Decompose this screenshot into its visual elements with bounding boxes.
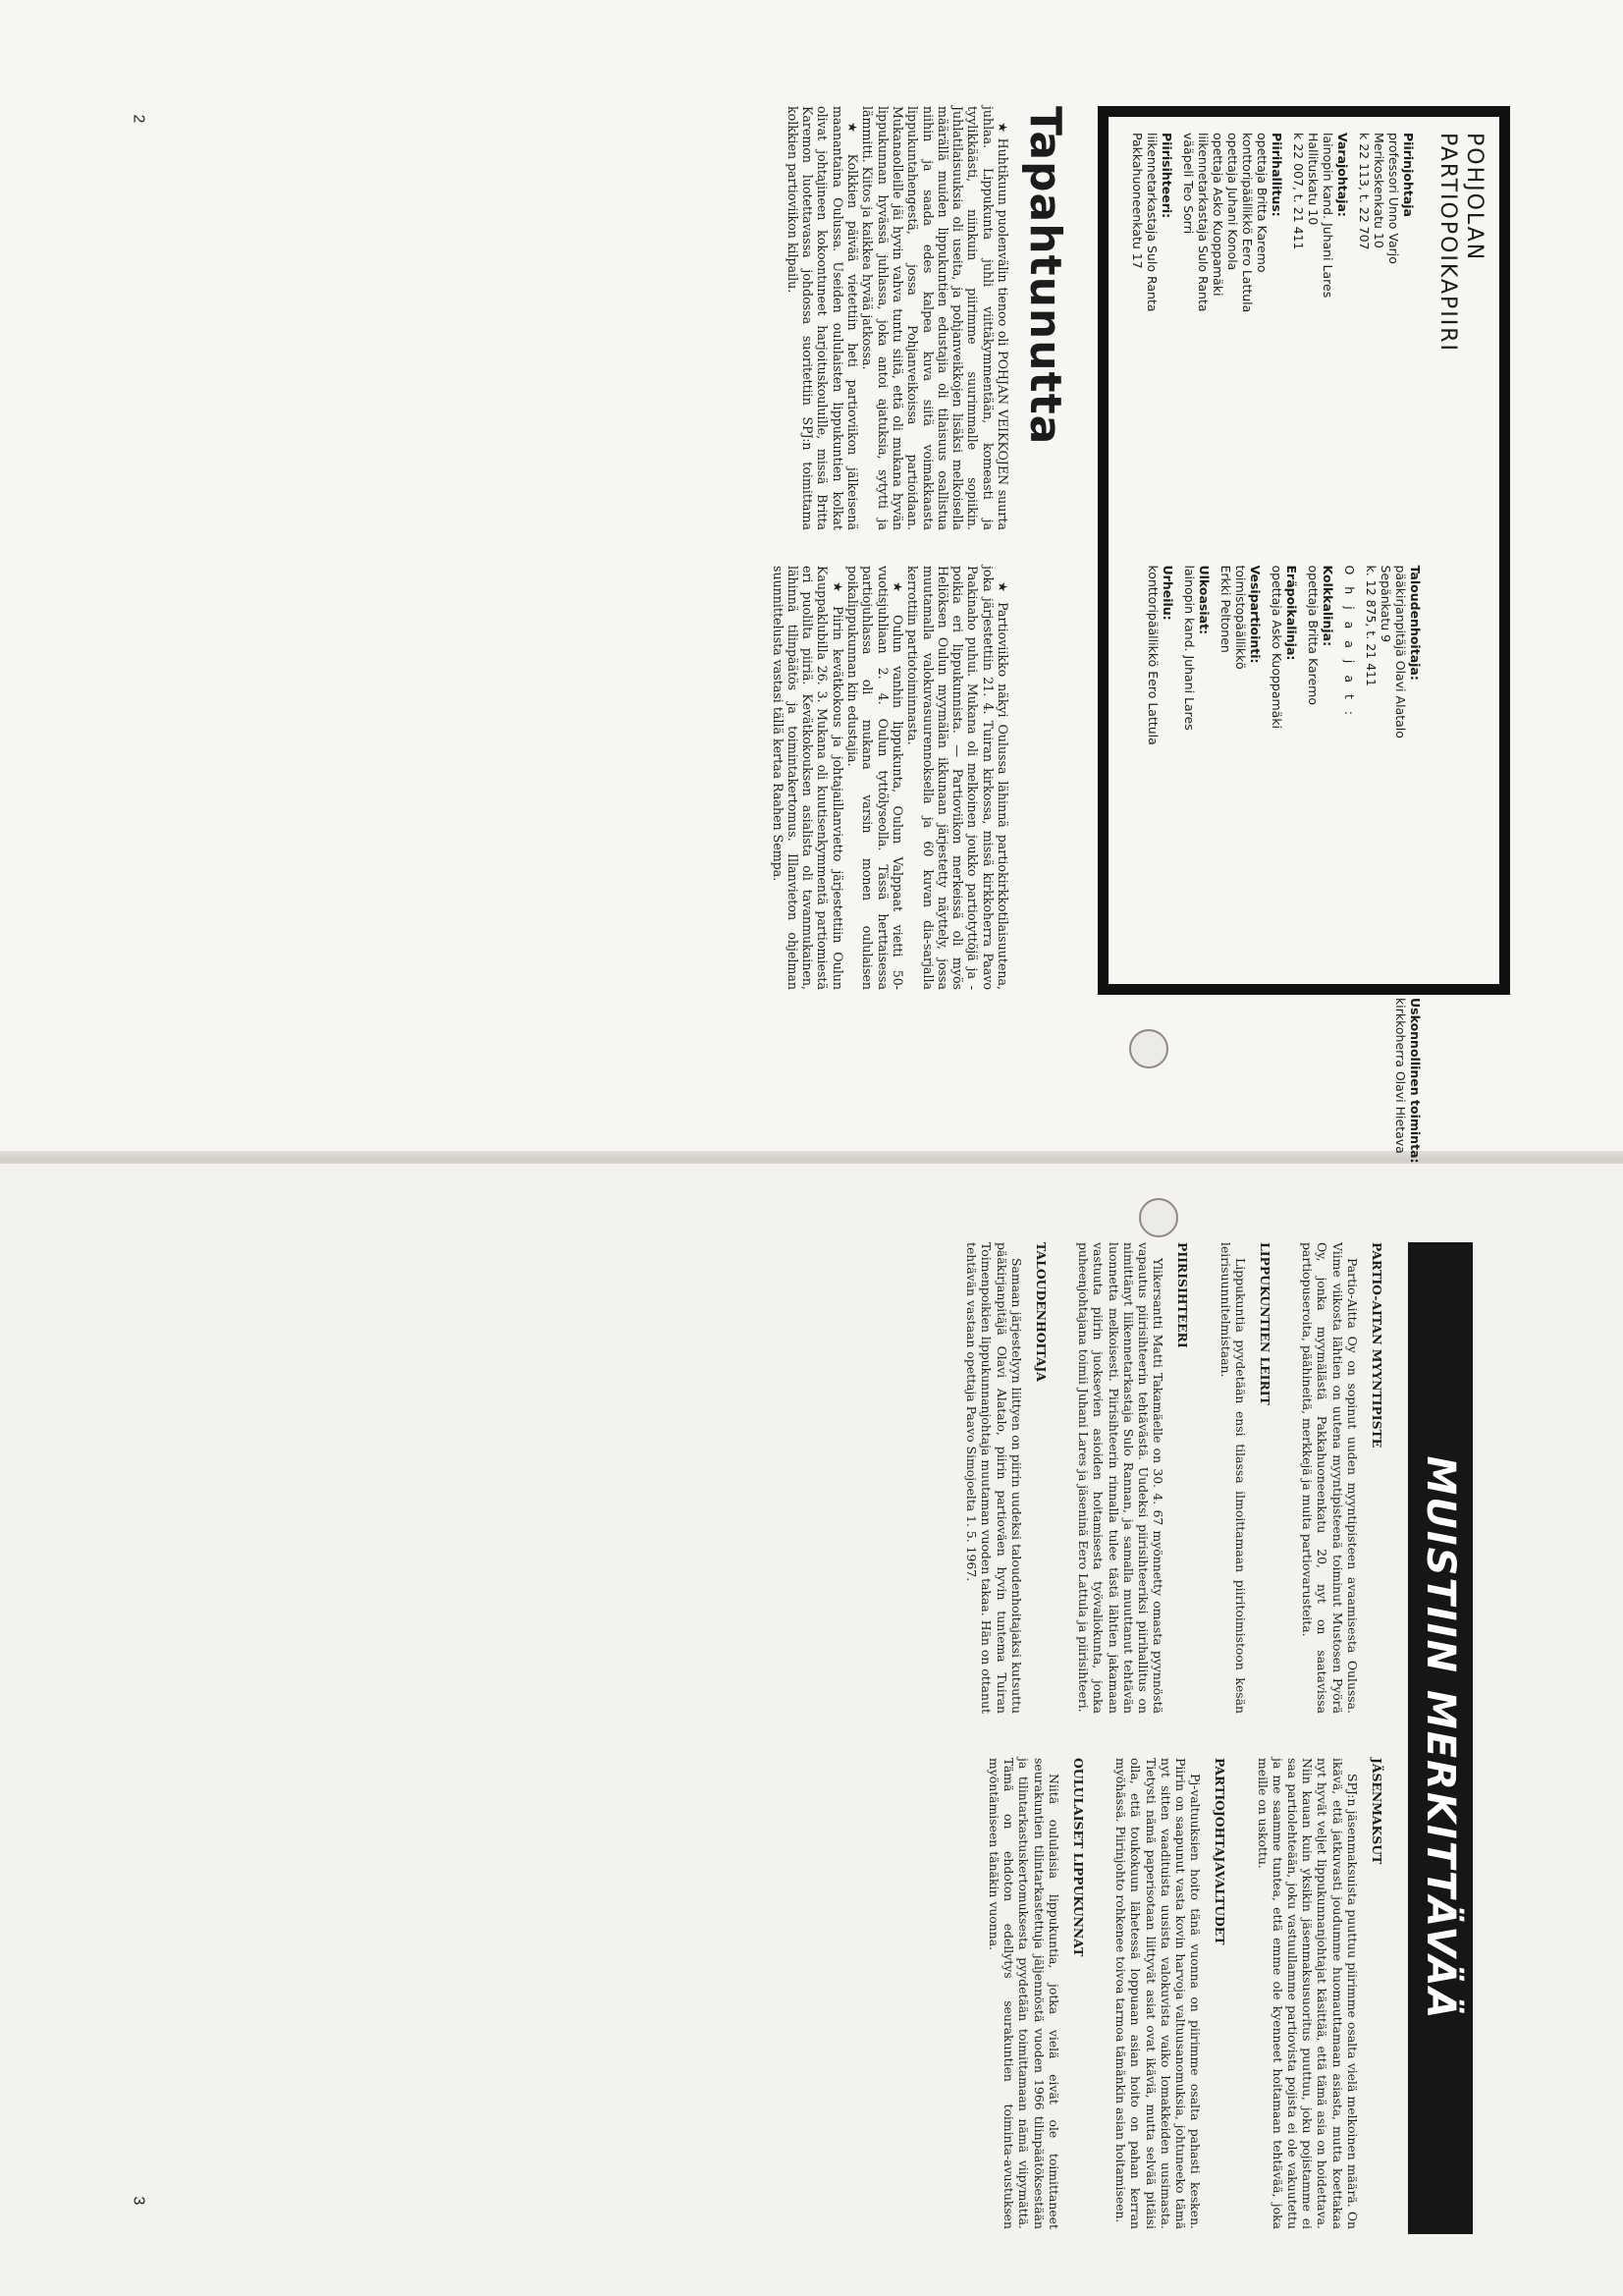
events-paragraph: ★ Huhtikuun puolenvälin tienoo oli POHJAN VEIKKOJEN suurta juhlaa. Lippukunta juhli viittäkymmentään, komeasti ja tyylikkäästi, niinkuin piirimme suurimmalle sopiikin. Juhlatilaisuuksia oli useita, ja pohjanveikkojen lisäksi melkoisella määrällä muiden lippukuntien edustajia oli tilaisuus osallistua niihin ja saada edes kalpea kuva siitä voimakkaasta lippukuntahengestä, jossa Pohjanveikoissa partioidaan. Mukanaolleille jäi hyvin vahva tuntu siitä, että oli mukana hyvän lippukunnan hyvässä juhlassa, joka antoi ajatuksia, sytytti ja lämmitti. Kiitos ja kaikkea hyvää jatkossa. <box>860 106 1010 530</box>
events-title: Tapahtunutta <box>1020 106 1070 446</box>
notes-section-text: Lippukuntia pyydetään ensi tilassa ilmoittamaan piiritoimistoon kesän leirisuunnitelmistaan. <box>1217 1242 1248 1714</box>
district-role: Eräpoikalinja: <box>1284 565 1299 661</box>
notes-section-text: Pj-valtuuksien hoito tänä vuonna on piirimme osalta pahasti kesken. Piirin on saapunut vasta kovin harvoja valtuusanomuksia, johtuneeko tämä nyt sitten vaadituista uusista valokuvista vaiko lomakkeiden uusimasta. Tietysti nämä paperisotaan liittyvät asiat ovat ikäviä, mutta selvää pitäisi olla, että toukokuun lähetessä loppuaan asian hoito on pahan kerran myöhässä. Piirinjohto rohkenee toivoa tarmoa tämänkin asian hoitamiseen. <box>1113 1758 1204 2229</box>
district-role: Piirinjohtaja <box>1401 133 1416 217</box>
district-role: Ulkoasiat: <box>1197 565 1212 635</box>
notes-section-text: SPJ:n jäsenmaksuista puuttuu piirimme osalta vielä melkoinen määrä. On ikävä, että jatkuvasti joudumme huomauttamaan asiasta, mutta koettakaa nyt hyvät veljet lippukunnanjohtajat käsittää, että tämä asia on hoidettava. Niin kauan kuin yksikin jäsenmaksusuoritus puuttuu, joku pojistamme ei saa partiolehteään, joku vastuullamme partiovista pojista ei ole vakuutettu ja me saamme tuntea, että emme ole kyenneet hoitamaan tehtävää, joka meille on uskottu. <box>1255 1758 1360 2229</box>
events-paragraph: ★ Oulun vanhin lippukunta, Oulun Valppaat vietti 50-vuotisjuhliaan 2. 4. Oulun tyttölyseolla. Tässä herttaisessa partiojuhlassa oli mukana varsin monen oululaisen poikalippukunnan kin edustajia. <box>845 566 905 990</box>
district-box-content <box>1114 133 1489 1164</box>
district-role: O h j a a j a t : <box>1342 565 1357 720</box>
page-number-left: 2 <box>130 114 147 124</box>
district-box <box>1098 106 1510 1164</box>
district-title-line1: POHJOLAN <box>1462 133 1487 262</box>
district-role: Piirihallitus: <box>1270 133 1284 217</box>
district-person-line: pääkirjanpitäjä Olavi Alatalo <box>1393 565 1408 738</box>
notes-section-text: Samaan järjestelyyn liittyen on piirin uudeksi taloudenhoitajaksi kutsuttu pääkirjanpitäjä Olavi Alatalo, piirin partioväen hyvin tuntema Tuiran Toimenpoikien lippukunnanjohtaja muutaman vuoden takaa. Hän on ottanut tehtävän vastaan opettaja Paavo Simojoelta 1. 5. 1967. <box>964 1242 1024 1714</box>
district-frame <box>1098 106 1510 1164</box>
district-person-line: konttoripäällikkö Eero Lattula <box>1240 133 1255 313</box>
punch-hole <box>1139 1198 1178 1237</box>
events-text <box>460 106 1010 990</box>
district-person-line: liikennetarkastaja Sulo Ranta <box>1196 133 1211 312</box>
district-person-line: Sepänkatu 9 <box>1379 565 1393 643</box>
district-person-line: lainopin kand. Juhani Lares <box>1182 565 1197 731</box>
district-person-line: Merikoskenkatu 10 <box>1372 133 1386 248</box>
notes-section-title: LIPPUKUNTIEN LEIRIT <box>1257 1242 1272 1405</box>
district-person-line: professori Unno Varjo <box>1386 133 1401 264</box>
district-person-line: Erkki Peltonen <box>1218 565 1233 653</box>
notes-section-text: Ylikersantti Matti Takamäelle on 30. 4. 67 myönnetty omasta pyynnöstä vapautus piirisihteerin tehtävästä. Uudeksi piirisihteeriksi piirihallitus on nimittänyt liikennetarkastaja Sulo Rannan, ja samalla muuttanut tehtävän luonnetta melkoisesti. Piirisihteerin rinnalla tulee tästä lähtien jakamaan vastuuta piirin juoksevien asioiden hoitamisesta työvaliokunta, jonka puheenjohtajana toimii Juhani Lares ja jäseninä Eero Lattula ja piirisihteeri. <box>1076 1242 1166 1714</box>
district-person-line: k 22 007, t. 21 411 <box>1291 133 1306 250</box>
notes-frame <box>628 1242 1473 2244</box>
district-person-line: opettaja Britta Karemo <box>1255 133 1270 273</box>
notes-section-text: Partio-Aitta Oy on sopinut uuden myyntipisteen avaamisesta Oulussa. Viime viikosta lähtien on uutena myyntipisteenä toiminut Mustosen Pyörä Oy, jonka myymälästä Pakkahuoneenkatu 20, nyt on saatavissa partiopuseroita, päähineitä, merkkejä ja muita partiovarusteita. <box>1300 1242 1360 1714</box>
district-role: Kolkkalinja: <box>1321 565 1335 647</box>
district-person-line: lainopin kand. Juhani Lares <box>1321 133 1335 299</box>
notes-section-title: JÄSENMAKSUT <box>1370 1758 1384 1865</box>
events-paragraph: ★ Kolkkien päivää vietettiin heti partioviikon jälkeisenä maanantaina Oulussa. Useiden oululaisten lippukuntien kolkat olivat johtajineen kokoontuneet harjoituskouluille, missä Britta Karemon luotettavassa johdossa suoritettiin SPJ:n toimittama kolkkien partioviikon kilpailu. <box>784 106 861 530</box>
district-sections-final <box>1128 133 1423 1164</box>
district-person-line: Pakkahuoneenkatu 17 <box>1130 133 1145 269</box>
punch-hole <box>1129 1029 1168 1068</box>
notes-section-title: PARTIO-AITAN MYYNTIPISTE <box>1370 1242 1384 1449</box>
district-role: Taloudenhoitaja: <box>1408 565 1423 681</box>
district-person-line: opettaja Juhani Konola <box>1225 133 1240 271</box>
district-person-line: opettaja Asko Kuoppamäki <box>1211 133 1225 297</box>
notes-section-title: PIIRISIHTEERI <box>1175 1242 1191 1348</box>
page-number-right: 3 <box>130 2196 147 2206</box>
notes-section-title: OULULAISET LIPPUKUNNAT <box>1070 1758 1086 1957</box>
notes-banner-title: MUISTIIN MERKITTÄVÄÄ <box>1418 1455 1463 2021</box>
district-role: Vesipartiointi: <box>1248 565 1263 664</box>
district-title-line2: PARTIOPOIKAPIIRI <box>1435 133 1460 354</box>
district-person-line: Hallituskatu 10 <box>1306 133 1321 226</box>
district-person-line: toimistopäällikkö <box>1233 565 1248 670</box>
district-person-line: opettaja Britta Karemo <box>1306 565 1321 705</box>
district-title <box>1434 133 1488 968</box>
events-paragraph: ★ Piirin kevätkokous ja johtajaillanvietto järjestettiin Oulun Kauppaklubilla 26. 3. Mukana oli kuutisenkymmentä partiomiestä eri puolilta piiriä. Kevätkokouksen asialista oli tavanmukainen, lähinnä tilinpäätös ja toimintakertomus. Illanvieton ohjelman suunnittelusta vastasi tällä kertaa Raahen Sempa. <box>770 566 845 990</box>
district-person-line: konttoripäällikkö Eero Lattula <box>1146 565 1161 745</box>
notes-section-text: Niitä oululaisia lippukuntia, jotka vielä eivät ole toimittaneet seurakuntien tilintarkastettuja jäljennöstä vuoden 1966 tilinpäätöksestään ja tilintarkastuskertomuksesta pyydetään toimittamaan nämä viipymättä. Tämä on ehdoton edellytys seurakuntien toiminta-avustuksen myöntämiseen tänäkin vuonna. <box>986 1758 1061 2229</box>
district-person-line: kirkkoherra Olavi Hietava <box>1393 998 1408 1154</box>
events-block <box>442 106 1070 990</box>
notes-block <box>628 1242 1473 2244</box>
district-person-line: k 22 113, t. 22 707 <box>1357 133 1372 250</box>
district-role: Varajohtaja: <box>1335 133 1350 217</box>
district-person-line: opettaja Asko Kuoppamäki <box>1270 565 1284 730</box>
notes-column-a <box>937 1242 1384 1714</box>
district-role: Piirisihteeri: <box>1160 133 1174 219</box>
district-role: Uskonnollinen toiminta: <box>1408 998 1423 1164</box>
notes-column-b <box>959 1758 1384 2229</box>
district-person-line: vääpeli Teo Sorri <box>1181 133 1196 235</box>
events-frame-final <box>432 106 1070 990</box>
district-role: Urheilu: <box>1161 565 1175 621</box>
district-person-line: liikennetarkastaja Sulo Ranta <box>1145 133 1160 312</box>
district-person-line: k. 12 875, t. 21 411 <box>1364 565 1379 686</box>
notes-section-title: TALOUDENHOITAJA <box>1033 1242 1049 1382</box>
notes-section-title: PARTIOJOHTAJAVALTUDET <box>1213 1758 1228 1945</box>
events-paragraph: ★ Partioviikko näkyi Oulussa lähinnä partiokirkkotilaisuutena, joka järjestettiin 21. 4. Tuiran kirkossa, missä kirkkoherra Paavo Paakinaho puhui. Mukana oli melkoinen joukko partiotyttöjä ja -poikia eri lippukunnista. — Partioviikon merkeissä oli myös Heliöksen Oulun myymälän ikkunaan järjestetty näyttely, jossa muutamalla valokuvasuurennoksella ja 60 kuvan dia-sarjalla kerrottiin partiotoiminnasta. <box>905 566 1010 990</box>
notes-banner <box>1408 1242 1473 2234</box>
